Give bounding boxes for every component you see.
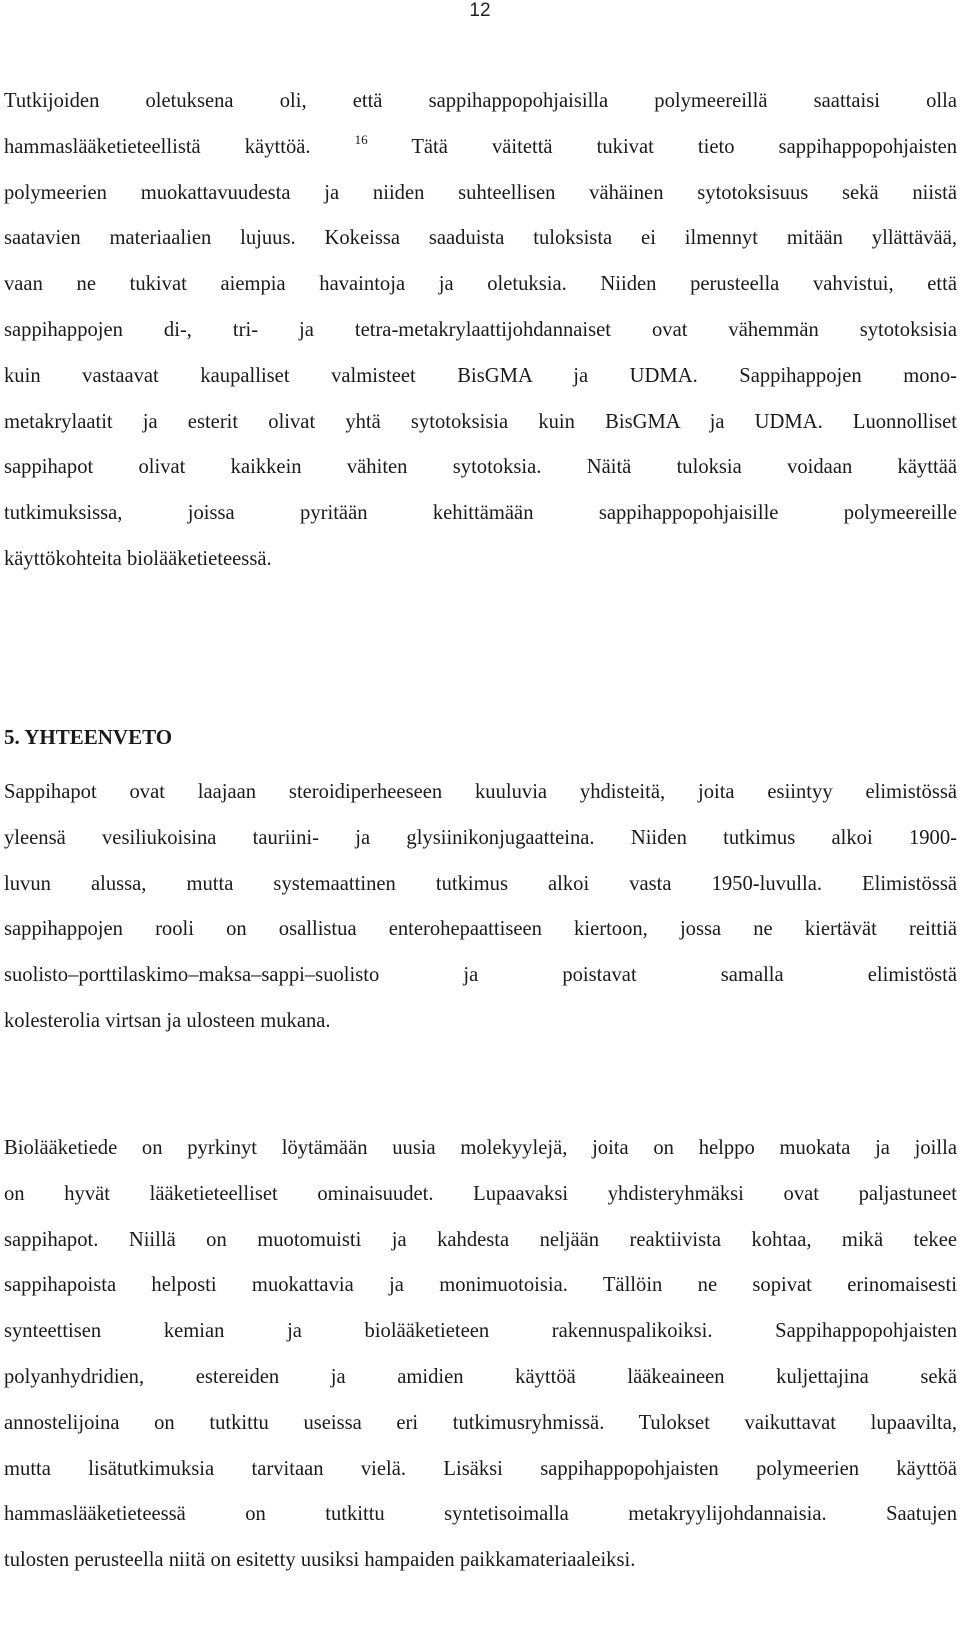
text-line: mutta lisätutkimuksia tarvitaan vielä. Lisäksi sappihappopohjaisten polymeerien käyttöä [4,1457,957,1480]
text-line: metakrylaatit ja esterit olivat yhtä sytotoksisia kuin BisGMA ja UDMA. Luonnolliset [4,410,957,433]
text-line: Sappihapot ovat laajaan steroidiperheeseen kuuluvia yhdisteitä, joita esiintyy elimistössä [4,781,957,803]
text-line: Tutkijoiden oletuksena oli, että sappihappopohjaisilla polymeereillä saattaisi olla [4,90,957,112]
text-fragment: hammaslääketieteellistä käyttöä. [4,135,311,158]
text-line [4,125,957,171]
text-line: on hyvät lääketieteelliset ominaisuudet. Lupaavaksi yhdisteryhmäksi ovat paljastuneet [4,1182,957,1205]
text-line: tutkimuksissa, joissa pyritään kehittämään sappihappopohjaisille polymeereille [4,502,957,525]
text-line: polymeerien muokattavuudesta ja niiden suhteellisen vähäinen sytotoksisuus sekä niistä [4,181,957,204]
text-fragment: Tätä väitettä tukivat tieto sappihappopohjaisten [411,135,958,158]
text-line: saatavien materiaalien lujuus. Kokeissa saaduista tuloksista ei ilmennyt mitään yllättävää, [4,227,957,250]
text-line: sappihapoista helposti muokattavia ja monimuotoisia. Tällöin ne sopivat erinomaisesti [4,1274,957,1297]
text-line: käyttökohteita biolääketieteessä. [4,547,272,570]
paragraph-biomedicine [4,1126,957,1584]
footnote-reference: 16 [354,131,368,147]
text-line: sappihapot. Niillä on muotomuisti ja kahdesta neljään reaktiivista kohtaa, mikä tekee [4,1228,957,1251]
text-line: sappihappojen rooli on osallistua enterohepaattiseen kiertoon, jossa ne kiertävät reittiä [4,918,957,941]
text-line: kolesterolia virtsan ja ulosteen mukana. [4,1009,331,1032]
text-line: polyanhydridien, estereiden ja amidien käyttöä lääkeaineen kuljettajina sekä [4,1365,957,1388]
paragraph-research-assumptions [4,79,957,583]
text-line: annostelijoina on tutkittu useissa eri tutkimusryhmissä. Tulokset vaikuttavat lupaavilta, [4,1411,957,1434]
text-line: sappihappojen di-, tri- ja tetra-metakrylaattijohdannaiset ovat vähemmän sytotoksisia [4,318,957,341]
text-line: tulosten perusteella niitä on esitetty uusiksi hampaiden paikkamateriaaleiksi. [4,1549,636,1572]
text-line: luvun alussa, mutta systemaattinen tutkimus alkoi vasta 1950-luvulla. Elimistössä [4,872,957,895]
page-number: 12 [469,0,491,21]
text-line: vaan ne tukivat aiempia havaintoja ja oletuksia. Niiden perusteella vahvistui, että [4,273,957,296]
text-line: Biolääketiede on pyrkinyt löytämään uusia molekyylejä, joita on helppo muokata ja joilla [4,1137,957,1159]
text-line: sappihapot olivat kaikkein vähiten sytotoksia. Näitä tuloksia voidaan käyttää [4,456,957,479]
text-line: kuin vastaavat kaupalliset valmisteet BisGMA ja UDMA. Sappihappojen mono- [4,364,957,387]
text-line: suolisto–porttilaskimo–maksa–sappi–suolisto ja poistavat samalla elimistöstä [4,964,957,987]
section-heading: 5. YHTEENVETO [4,725,173,749]
paragraph-bile-acids-summary [4,770,957,1045]
text-line: synteettisen kemian ja biolääketieteen rakennuspalikoiksi. Sappihappopohjaisten [4,1320,957,1343]
text-line: hammaslääketieteessä on tutkittu syntetisoimalla metakryylijohdannaisia. Saatujen [4,1503,957,1526]
text-line: yleensä vesiliukoisina tauriini- ja glysiinikonjugaatteina. Niiden tutkimus alkoi 1900- [4,826,957,849]
